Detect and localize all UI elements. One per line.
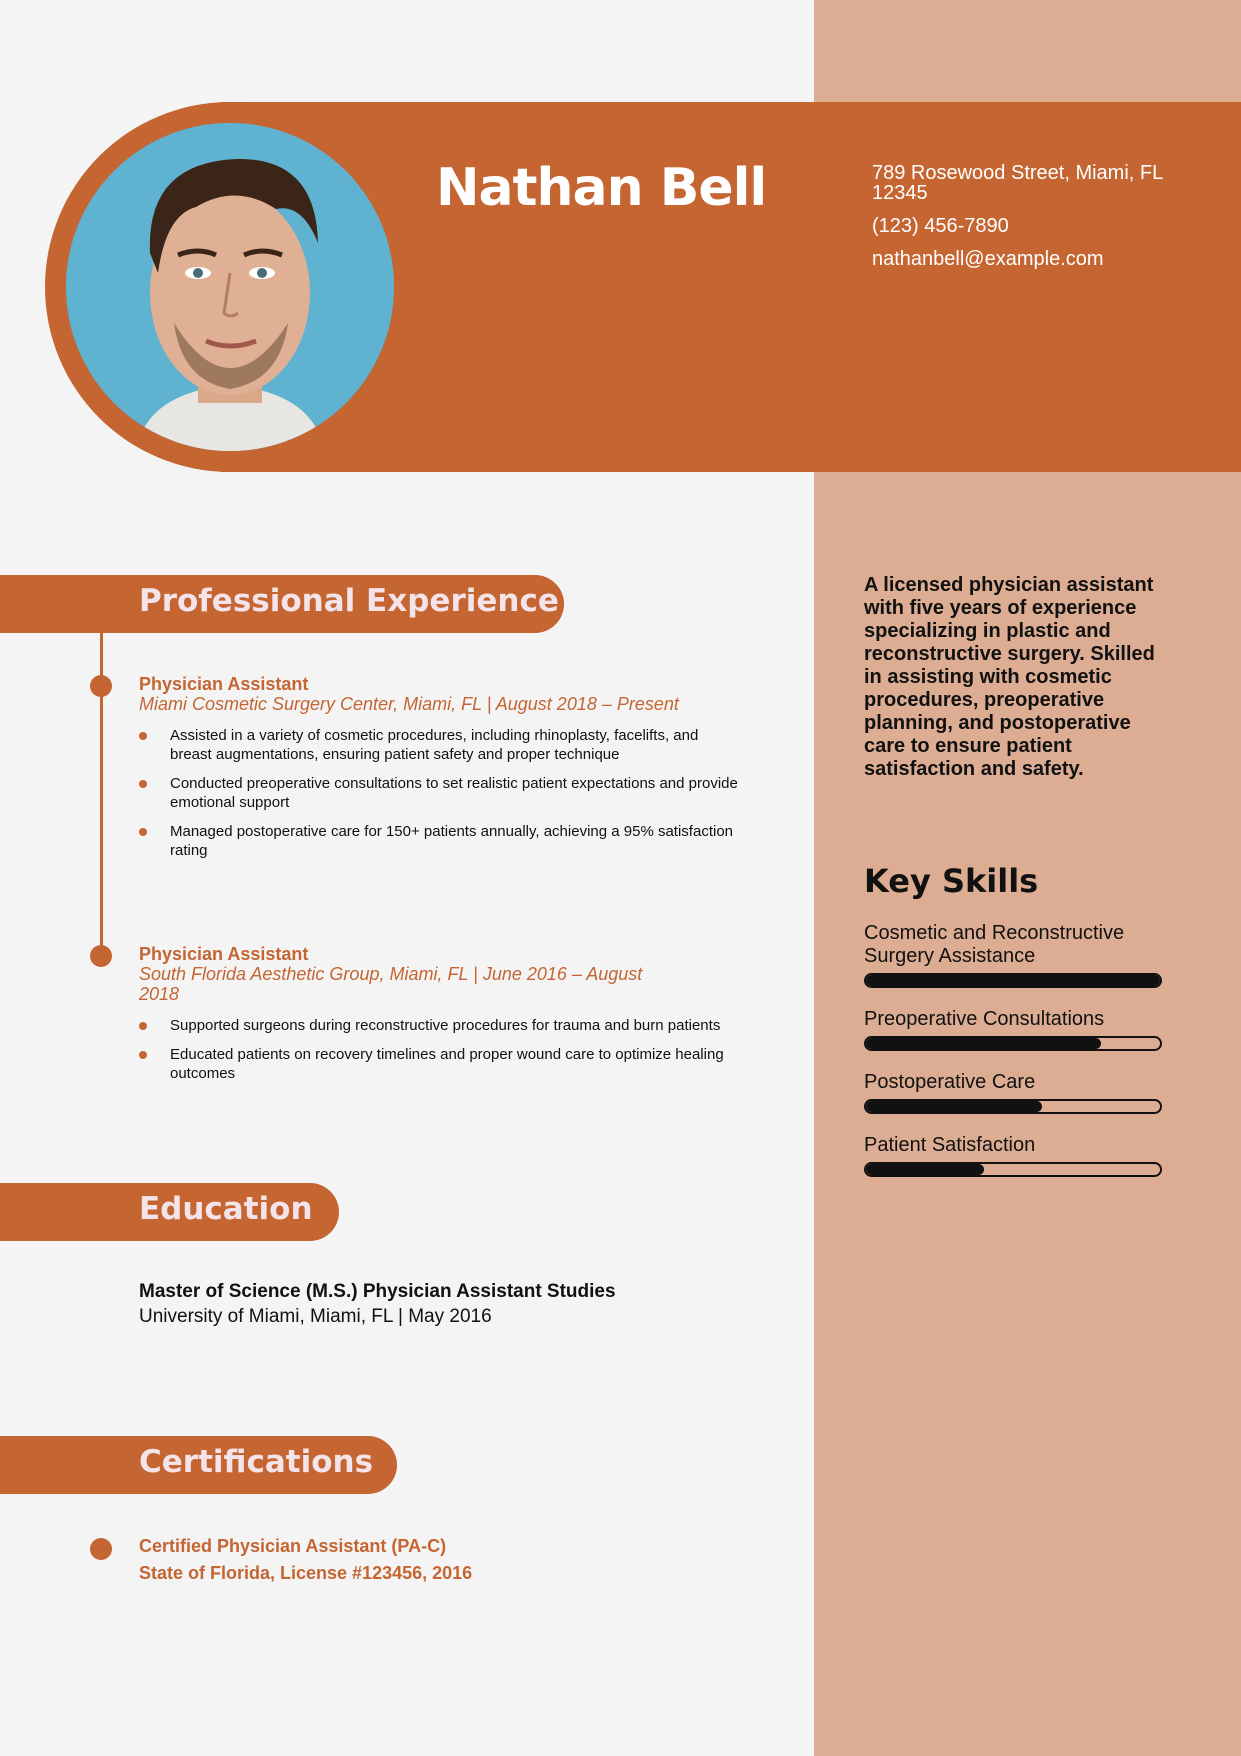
skill-item: [864, 1134, 1162, 1177]
certification-entry: [139, 1533, 472, 1587]
skill-label: Cosmetic and Reconstructive Surgery Assistance: [864, 922, 1125, 967]
certification-detail: State of Florida, License #123456, 2016: [139, 1563, 473, 1583]
job-bullets: [139, 726, 739, 860]
skill-label: Postoperative Care: [864, 1071, 1036, 1093]
skill-bar: [864, 1162, 1162, 1177]
skills-heading: Key Skills: [864, 862, 1039, 900]
job-title: Physician Assistant: [139, 944, 309, 964]
candidate-name: Nathan Bell: [436, 158, 767, 218]
job-entry: [139, 674, 739, 870]
experience-section-header: [0, 575, 564, 633]
skill-bar: [864, 973, 1162, 988]
education-section-header: [0, 1183, 339, 1241]
skill-bar-fill: [866, 1101, 1042, 1112]
bullet-item: Assisted in a variety of cosmetic procedures, including rhinoplasty, facelifts, and breast augmentations, ensuring patient safety and proper technique: [139, 726, 739, 764]
degree: Master of Science (M.S.) Physician Assistant Studies: [139, 1281, 616, 1302]
skill-item: [864, 1008, 1162, 1051]
skills-list: [864, 922, 1162, 1197]
job-bullets: [139, 1016, 739, 1083]
skill-bar-fill: [866, 975, 1160, 986]
phone: (123) 456-7890: [872, 215, 1009, 237]
school: University of Miami, Miami, FL | May 2016: [139, 1306, 492, 1327]
bullet-item: Conducted preoperative consultations to set realistic patient expectations and provide emotional support: [139, 774, 739, 812]
skill-item: [864, 1071, 1162, 1114]
skill-bar-fill: [866, 1164, 984, 1175]
education-entry: [139, 1280, 616, 1330]
profile-summary: A licensed physician assistant with five years of experience specializing in plastic and reconstructive surgery. Skilled in assisting with cosmetic procedures, preoperative planning, and postoperative care to ensure patient satisfaction and safety.: [864, 574, 1155, 780]
email: nathanbell@example.com: [872, 248, 1104, 270]
skill-bar: [864, 1036, 1162, 1051]
certification-name: Certified Physician Assistant (PA-C): [139, 1536, 447, 1556]
job-entry: [139, 944, 739, 1093]
bullet-item: Educated patients on recovery timelines and proper wound care to optimize healing outcomes: [139, 1045, 739, 1083]
certifications-section-header: [0, 1436, 397, 1494]
education-heading: Education: [139, 1191, 313, 1227]
contact-info: [872, 163, 1192, 282]
bullet-item: Managed postoperative care for 150+ patients annually, achieving a 95% satisfaction rating: [139, 822, 739, 860]
timeline-dot: [90, 945, 112, 967]
timeline-dot: [90, 675, 112, 697]
certifications-heading: Certifications: [139, 1444, 374, 1480]
bullet-item: Supported surgeons during reconstructive procedures for trauma and burn patients: [139, 1016, 739, 1035]
skill-item: [864, 922, 1162, 988]
job-title: Physician Assistant: [139, 674, 309, 694]
portrait-illustration: [66, 123, 394, 451]
skill-label: Patient Satisfaction: [864, 1134, 1036, 1156]
profile-photo: [66, 123, 394, 451]
job-meta: Miami Cosmetic Surgery Center, Miami, FL | August 2018 – Present: [139, 694, 679, 714]
experience-heading: Professional Experience: [139, 583, 559, 619]
skill-label: Preoperative Consultations: [864, 1008, 1105, 1030]
skill-bar-fill: [866, 1038, 1101, 1049]
skill-bar: [864, 1099, 1162, 1114]
address: 789 Rosewood Street, Miami, FL 12345: [872, 162, 1163, 204]
job-meta: South Florida Aesthetic Group, Miami, FL | June 2016 – August 2018: [139, 964, 643, 1004]
certification-dot: [90, 1538, 112, 1560]
